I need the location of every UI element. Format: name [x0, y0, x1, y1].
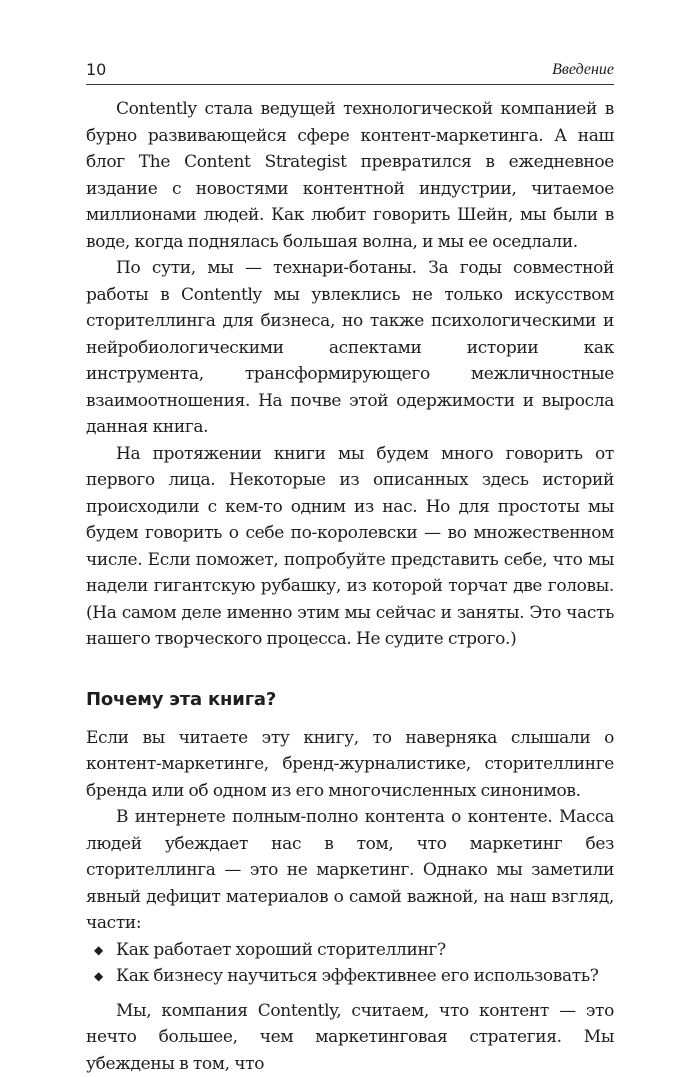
list-item	[86, 937, 614, 964]
page-body	[86, 96, 614, 1077]
page-number: 10	[86, 60, 106, 80]
body-paragraph: Если вы читаете эту книгу, то наверняка слышали о контент-маркетинге, бренд-журналистике, сторителлинге бренда или об одном из его многочисленных синонимов.	[86, 725, 614, 805]
diamond-bullet-icon: ◆	[94, 937, 103, 964]
body-paragraph: Мы, компания Contently, считаем, что контент — это нечто большее, чем маркетинговая стратегия. Мы убеждены в том, что	[86, 998, 614, 1077]
list-item-text: Как бизнесу научиться эффективнее его использовать?	[116, 966, 599, 986]
list-item-text: Как работает хороший сторителлинг?	[116, 940, 446, 960]
body-paragraph: Contently стала ведущей технологической компанией в бурно развивающейся сфере контент-маркетинга. А наш блог The Content Strategist превратился в ежедневное издание с новостями контентной индустрии, читаемое миллионами людей. Как любит говорить Шейн, мы были в воде, когда поднялась большая волна, и мы ее оседлали.	[86, 96, 614, 255]
list-item	[86, 963, 614, 990]
bullet-list	[86, 937, 614, 990]
section-heading: Почему эта книга?	[86, 687, 614, 713]
body-paragraph: На протяжении книги мы будем много говорить от первого лица. Некоторые из описанных здесь историй происходили с кем-то одним из нас. Но для простоты мы будем говорить о себе по-королевски — во множественном числе. Если поможет, попробуйте представить себе, что мы надели гигантскую рубашку, из которой торчат две головы. (На самом деле именно этим мы сейчас и заняты. Это часть нашего творческого процесса. Не судите строго.)	[86, 441, 614, 653]
body-paragraph: По сути, мы — технари-ботаны. За годы совместной работы в Contently мы увлеклись не только искусством сторителлинга для бизнеса, но также психологическими и нейробиологическими аспектами истории как инструмента, трансформирующего межличностные взаимоотношения. На почве этой одержимости и выросла данная книга.	[86, 255, 614, 441]
running-head: Введение	[552, 60, 614, 80]
diamond-bullet-icon: ◆	[94, 963, 103, 990]
body-paragraph: В интернете полным-полно контента о контенте. Масса людей убеждает нас в том, что маркетинг без сторителлинга — это не маркетинг. Однако мы заметили явный дефицит материалов о самой важной, на наш взгляд, части:	[86, 804, 614, 937]
page-header	[86, 60, 614, 85]
